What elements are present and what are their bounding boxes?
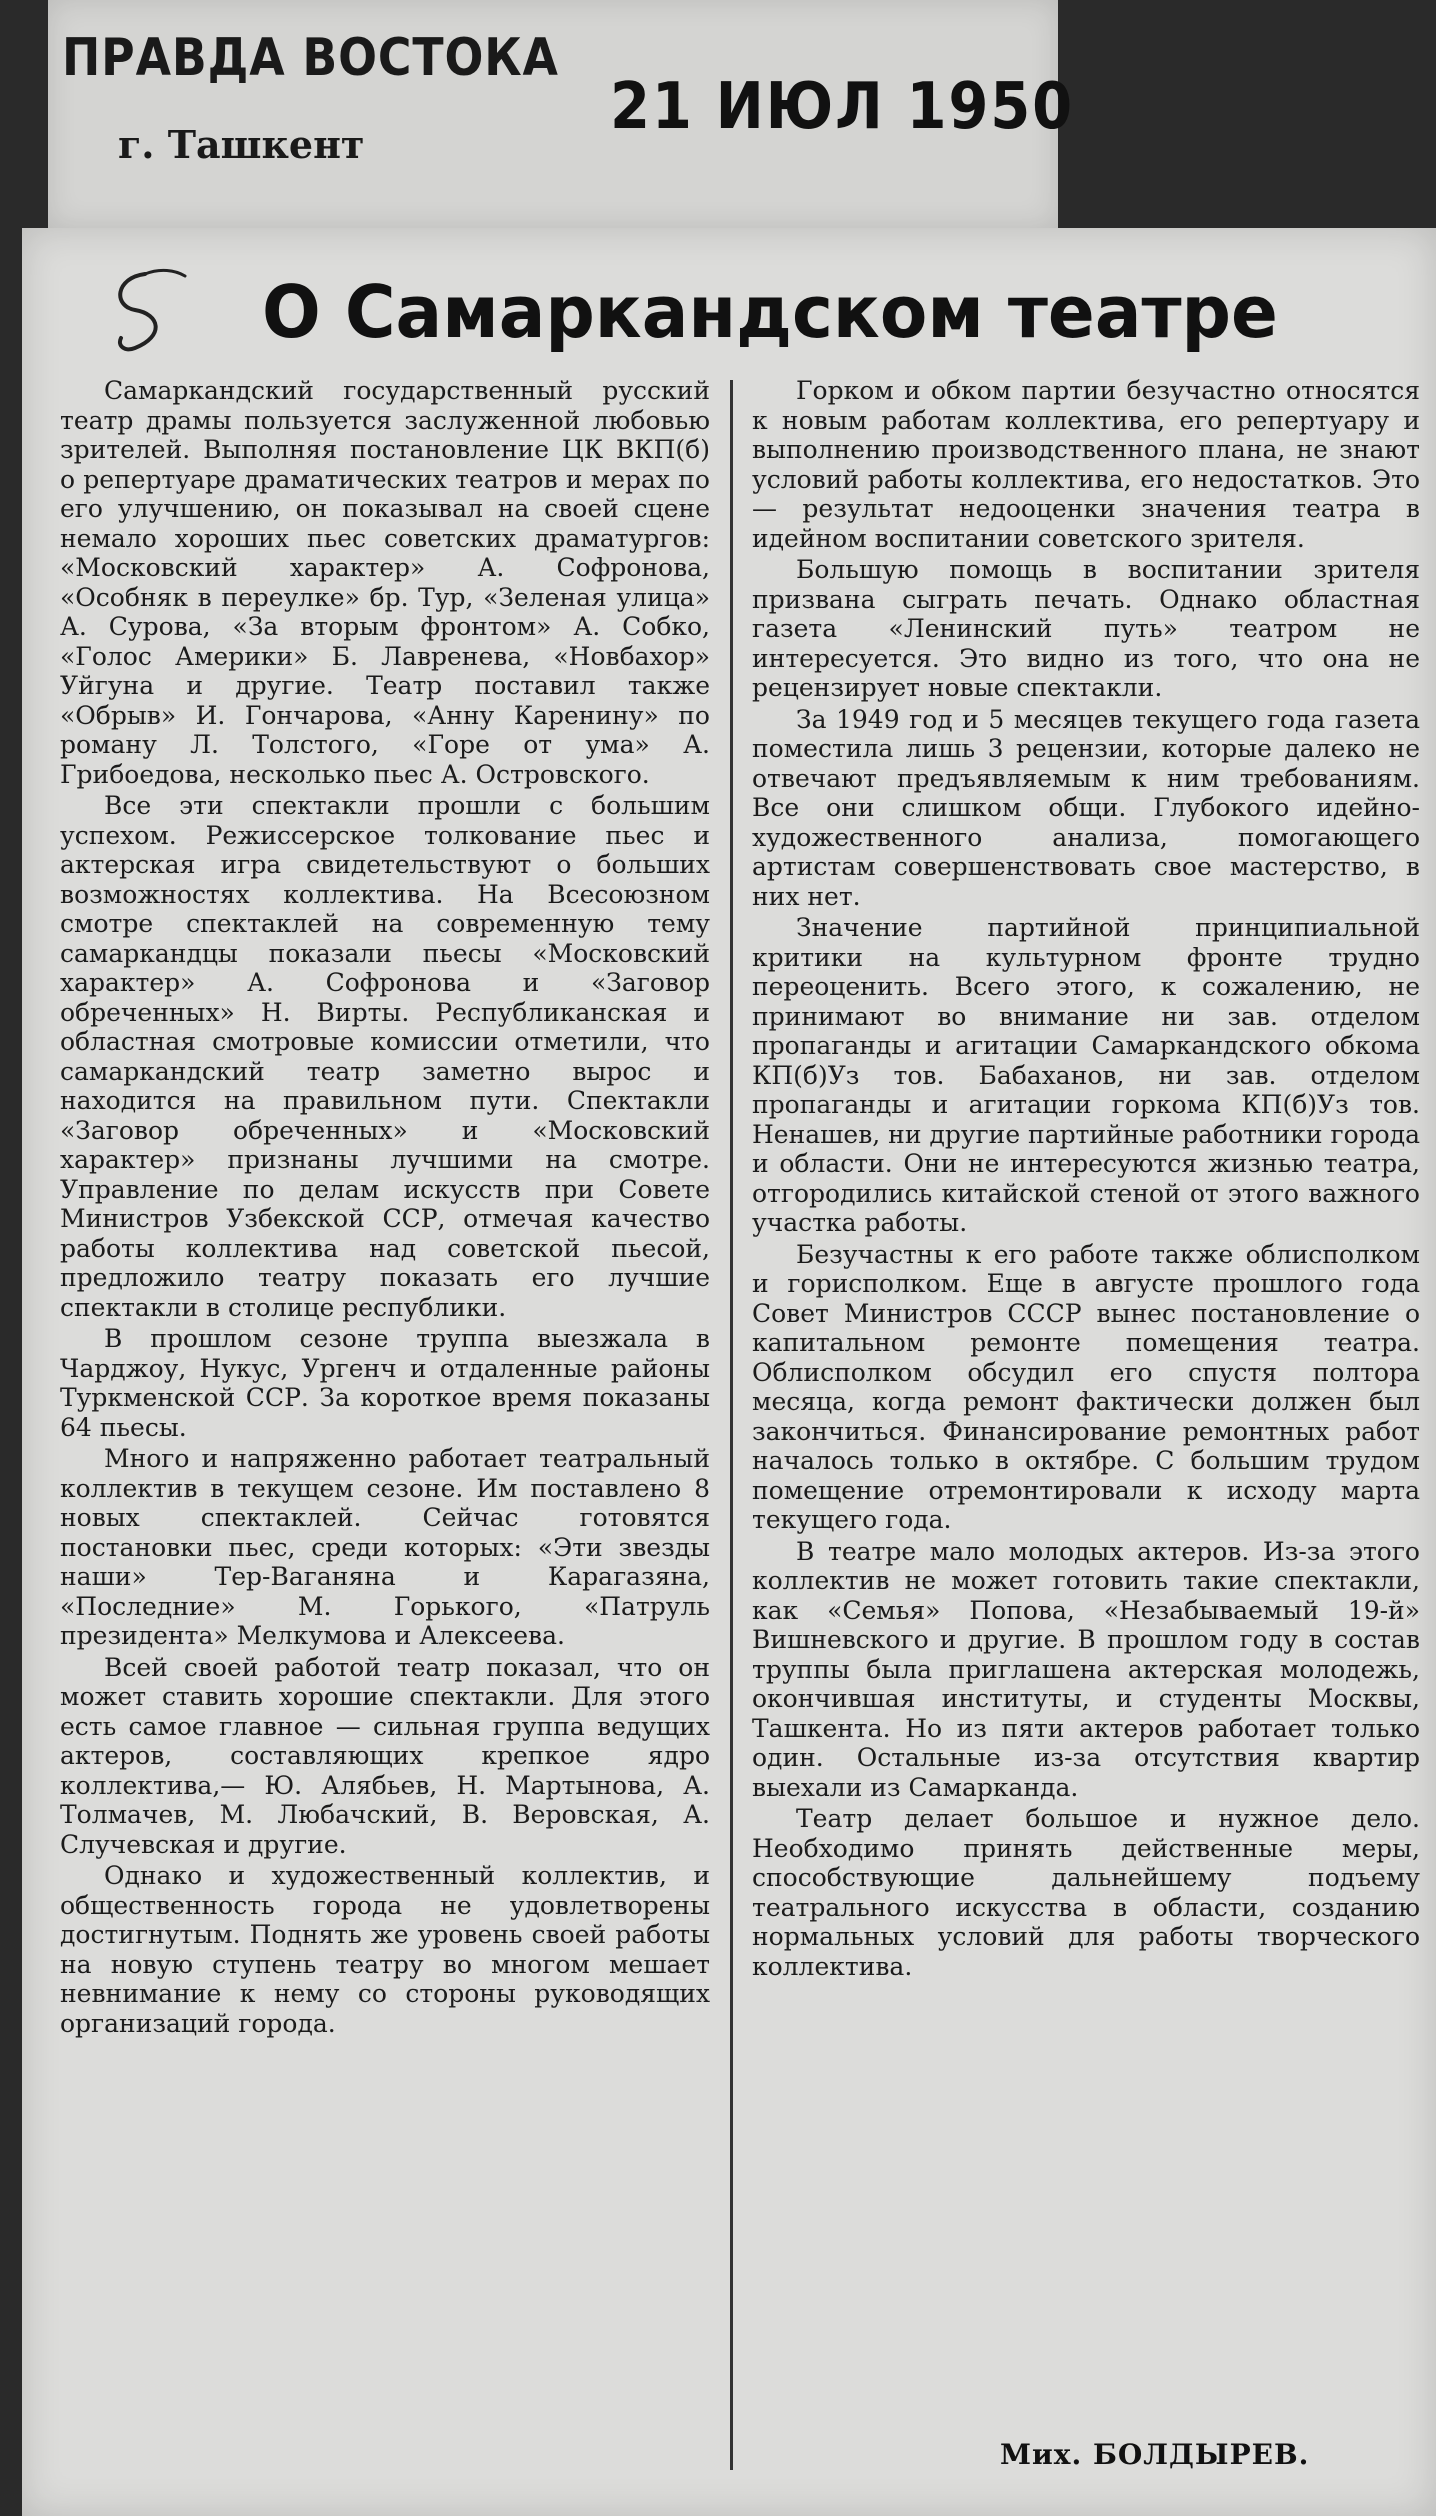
paragraph: Театр делает большое и нужное дело. Необходимо принять действенные меры, способствующие дальнейшему подъему театрального искусства в области, созданию нормальных условий для работы творческого коллектива. xyxy=(752,1804,1420,1981)
paragraph: Безучастны к его работе также облисполком и горисполком. Еще в августе прошлого года Совет Министров СССР вынес постановление о капитальном ремонте помещения театра. Облисполком обсудил его спустя полтора месяца, когда ремонт фактически должен был закончиться. Финансирование ремонтных работ началось только в октябре. С большим трудом помещение отремонтировали к исходу марта текущего года. xyxy=(752,1239,1420,1534)
paragraph: Самаркандский государственный русский театр драмы пользуется заслуженной любовью зрителей. Выполняя постановление ЦК ВКП(б) о репертуаре драматических театров и мерах по его улучшению, он показывал на своей сцене немало хороших пьес советских драматургов: «Московский характер» А. Софронова, «Особняк в переулке» бр. Тур, «Зеленая улица» А. Сурова, «За вторым фронтом» А. Собко, «Голос Америки» Б. Лавренева, «Новбахор» Уйгуна и другие. Театр поставил также «Обрыв» И. Гончарова, «Анну Каренину» по роману Л. Толстого, «Горе от ума» А. Грибоедова, несколько пьес А. Островского. xyxy=(60,376,710,789)
paragraph: Значение партийной принципиальной критики на культурном фронте трудно переоценить. Всего этого, к сожалению, не принимают во внимание ни зав. отделом пропаганды и агитации Самаркандского обкома КП(б)Уз тов. Бабаханов, ни зав. отделом пропаганды и агитации горкома КП(б)Уз тов. Ненашев, ни другие партийные работники города и области. Они не интересуются жизнью театра, отгородились китайской стеной от этого важного участка работы. xyxy=(752,913,1420,1237)
paragraph: В прошлом сезоне труппа выезжала в Чарджоу, Нукус, Ургенч и отдаленные районы Туркменской ССР. За короткое время показаны 64 пьесы. xyxy=(60,1324,710,1442)
newspaper-name: ПРАВДА ВОСТОКА xyxy=(62,28,559,88)
article-left-column xyxy=(60,376,710,2038)
article-right-column xyxy=(752,376,1420,1981)
newspaper-city: г. Ташкент xyxy=(118,122,365,167)
handwritten-mark-icon xyxy=(105,266,195,356)
paragraph: В театре мало молодых актеров. Из-за этого коллектив не может готовить такие спектакли, как «Семья» Попова, «Незабываемый 19-й» Вишневского и другие. В прошлом году в состав труппы была приглашена актерская молодежь, окончившая институты, и студенты Москвы, Ташкента. Но из пяти актеров работает только один. Остальные из-за отсутствия квартир выехали из Самарканда. xyxy=(752,1536,1420,1802)
paragraph: Горком и обком партии безучастно относятся к новым работам коллектива, его репертуару и выполнению производственного плана, не знают условий работы коллектива, его недостатков. Это — результат недооценки значения театра в идейном воспитании советского зрителя. xyxy=(752,376,1420,553)
article-title: О Самаркандском театре xyxy=(262,270,1278,354)
date-stamp: 21 ИЮЛ 1950 xyxy=(610,70,1075,144)
paragraph: Много и напряженно работает театральный коллектив в текущем сезоне. Им поставлено 8 новых спектаклей. Сейчас готовятся постановки пьес, среди которых: «Эти звезды наши» Тер-Ваганяна и Карагазяна, «Последние» М. Горького, «Патруль президента» Мелкумова и Алексеева. xyxy=(60,1444,710,1650)
author-signature: Мих. БОЛДЫРЕВ. xyxy=(1000,2438,1310,2471)
paragraph: За 1949 год и 5 месяцев текущего года газета поместила лишь 3 рецензии, которые далеко не отвечают предъявляемым к ним требованиям. Все они слишком общи. Глубокого идейно-художественного анализа, помогающего артистам совершенствовать свое мастерство, в них нет. xyxy=(752,704,1420,911)
paragraph: Все эти спектакли прошли с большим успехом. Режиссерское толкование пьес и актерская игра свидетельствуют о больших возможностях коллектива. На Всесоюзном смотре спектаклей на современную тему самаркандцы показали пьесы «Московский характер» А. Софронова и «Заговор обреченных» Н. Вирты. Республиканская и областная смотровые комиссии отметили, что самаркандский театр заметно вырос и находится на правильном пути. Спектакли «Заговор обреченных» и «Московский характер» признаны лучшими на смотре. Управление по делам искусств при Совете Министров Узбекской ССР, отмечая качество работы коллектива над советской пьесой, предложило театру показать его лучшие спектакли в столице республики. xyxy=(60,791,710,1322)
paragraph: Однако и художественный коллектив, и общественность города не удовлетворены достигнутым. Поднять же уровень своей работы на новую ступень театру во многом мешает невнимание к нему со стороны руководящих организаций города. xyxy=(60,1861,710,2038)
column-divider xyxy=(730,380,733,2470)
paragraph: Всей своей работой театр показал, что он может ставить хорошие спектакли. Для этого есть самое главное — сильная группа ведущих актеров, составляющих крепкое ядро коллектива,— Ю. Алябьев, Н. Мартынова, А. Толмачев, М. Любачский, В. Веровская, А. Случевская и другие. xyxy=(60,1652,710,1859)
paragraph: Большую помощь в воспитании зрителя призвана сыграть печать. Однако областная газета «Ленинский путь» театром не интересуется. Это видно из того, что она не рецензирует новые спектакли. xyxy=(752,555,1420,702)
